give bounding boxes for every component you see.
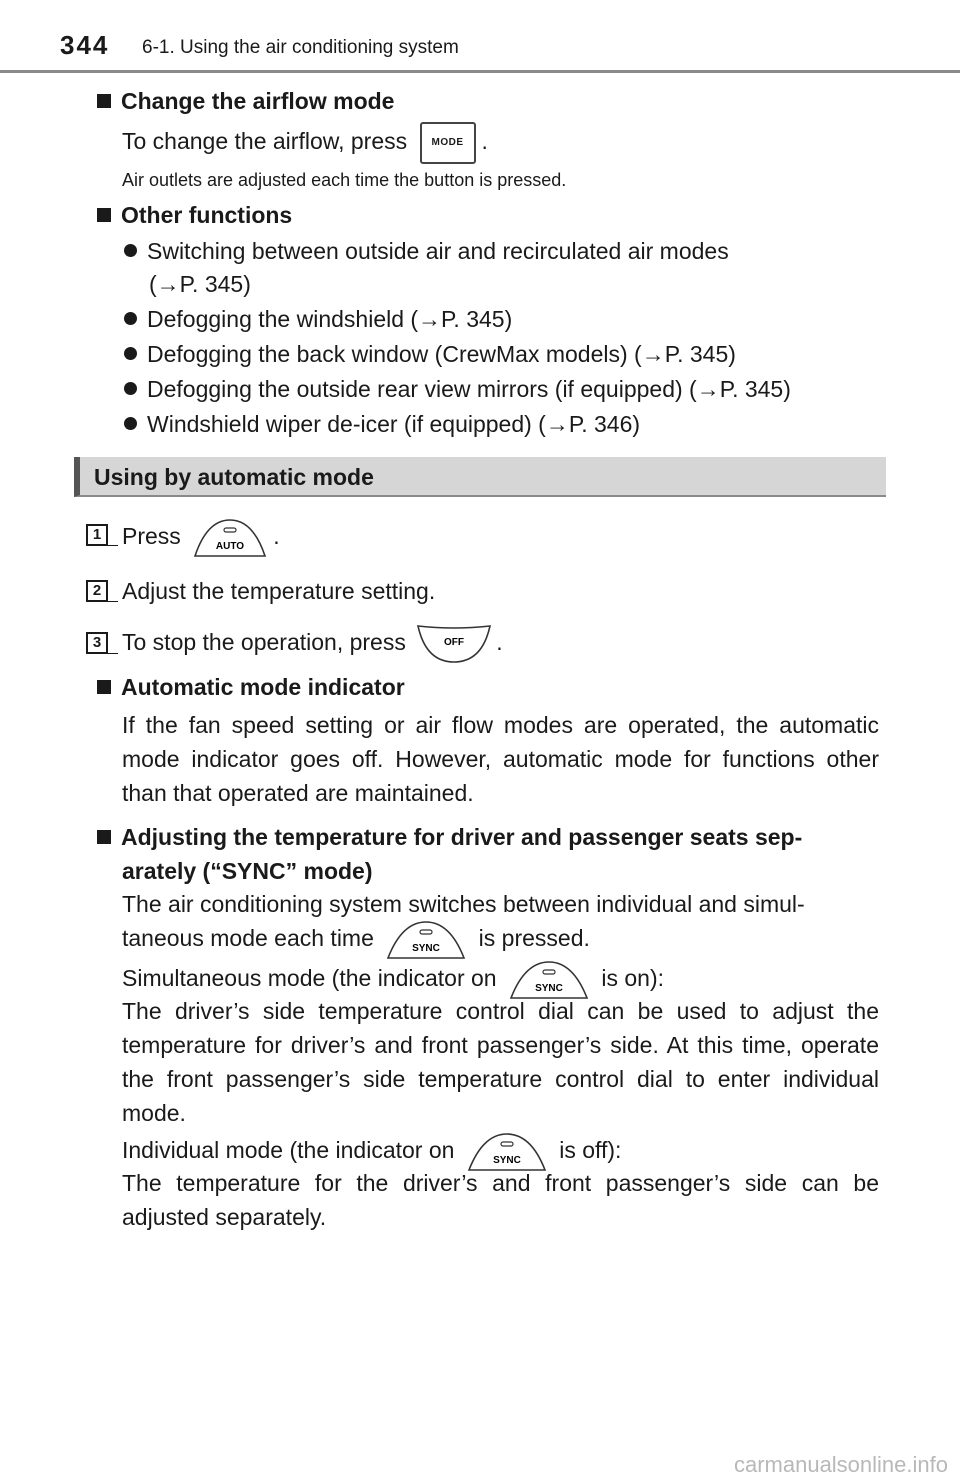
square-bullet-icon [97,208,111,222]
auto-button-icon [191,518,269,558]
bullet-icon [124,382,137,395]
step-text: To stop the operation, press OFF . [122,624,503,664]
header-divider [0,70,960,73]
sync-button-icon [384,920,468,960]
sync-paragraph-2-intro: Simultaneous mode (the indicator on SYNC is on): [122,960,664,1000]
step-leader [108,601,118,602]
list-item: Defogging the back window (CrewMax models) (→P. 345) [124,338,736,371]
svg-text:OFF: OFF [444,637,465,648]
list-item: Defogging the outside rear view mirrors (if equipped) (→P. 345) [124,373,791,406]
svg-text:SYNC: SYNC [412,943,441,954]
other-functions-heading: Other functions [97,202,292,229]
step-leader [108,545,118,546]
mode-button-icon: MODE [420,122,476,164]
sync-heading-continuation: arately (“SYNC” mode) [122,858,373,884]
step-number: 1 [86,524,108,546]
square-bullet-icon [97,830,111,844]
sync-paragraph-3-body: The temperature for the driver’s and front passenger’s side can be adjusted separately. [122,1170,879,1230]
sync-paragraph-3-intro: Individual mode (the indicator on SYNC is off): [122,1132,621,1172]
sync-paragraph-1: The air conditioning system switches between individual and simul- [122,891,805,917]
step-number: 2 [86,580,108,602]
bullet-icon [124,347,137,360]
bullet-icon [124,244,137,257]
step-number: 3 [86,632,108,654]
section-header-title: Using by automatic mode [94,464,374,490]
step-text: Press AUTO . [122,518,280,558]
indicator-body: If the fan speed setting or air flow modes are operated, the automatic mode indicator goes off. However, automatic mode for functions other than that operated are maintained. [122,712,879,806]
airflow-heading: Change the airflow mode [97,88,394,115]
watermark: carmanualsonline.info [733,1452,948,1477]
indicator-heading: Automatic mode indicator [97,674,405,701]
sync-paragraph-2-body: The driver’s side temperature control dial can be used to adjust the temperature for driver’s and front passenger’s side. At this time, operate the front passenger’s side temperature control dial to enter individual mode. [122,998,879,1126]
svg-text:SYNC: SYNC [535,983,563,994]
section-header-bar [74,457,886,497]
airflow-note: Air outlets are adjusted each time the button is pressed. [122,170,567,190]
list-item: Windshield wiper de-icer (if equipped) (→P. 346) [124,408,640,441]
svg-text:AUTO: AUTO [216,541,245,552]
section-title: 6-1. Using the air conditioning system [142,37,459,58]
square-bullet-icon [97,94,111,108]
bullet-icon [124,312,137,325]
step-leader [108,653,118,654]
page-number: 344 [60,30,110,60]
svg-text:SYNC: SYNC [492,1155,521,1166]
list-item: Switching between outside air and recirculated air modes [124,235,729,268]
off-button-icon [416,624,492,664]
sync-paragraph-1-line2: taneous mode each time SYNC is pressed. [122,920,590,960]
bullet-icon [124,417,137,430]
airflow-instruction: To change the airflow, press MODE . [122,122,488,164]
sync-heading: Adjusting the temperature for driver and passenger seats sep- [97,820,887,854]
square-bullet-icon [97,680,111,694]
list-item: Defogging the windshield (→P. 345) [124,303,512,336]
step-text: Adjust the temperature setting. [122,578,436,604]
list-item-continuation: (→P. 345) [149,271,251,297]
